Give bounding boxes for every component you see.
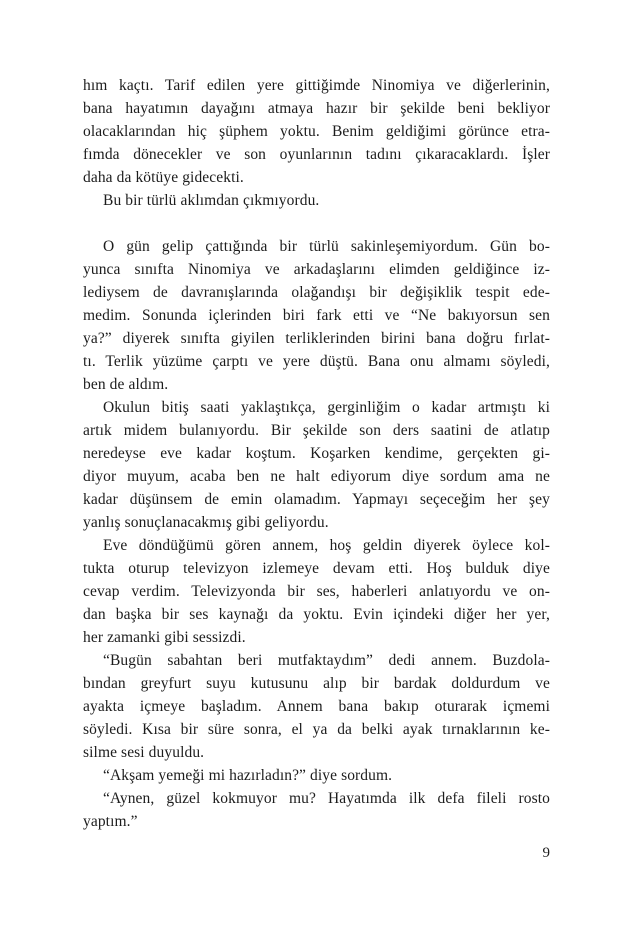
paragraph bbox=[83, 235, 550, 396]
paragraph bbox=[83, 189, 550, 212]
text-line: her zamanki gibi sessizdi. bbox=[83, 629, 246, 646]
text-line: “Bugün sabahtan beri mutfaktaydım” dedi annem. Buzdola- bbox=[103, 652, 550, 669]
text-line: Eve döndüğümü gören annem, hoş geldin diyerek öylece kol- bbox=[103, 537, 550, 554]
text-line: fımda dönecekler ve son oyunlarının tadını çıkaracaklardı. İşler bbox=[83, 146, 550, 163]
text-line: cevap verdim. Televizyonda bir ses, haberleri anlatıyordu ve on- bbox=[83, 583, 550, 600]
paragraph bbox=[83, 787, 550, 833]
text-line: daha da kötüye gidecekti. bbox=[83, 169, 244, 186]
text-line: yaptım.” bbox=[83, 813, 138, 830]
text-line: lediysem de davranışlarında olağandışı bir değişiklik tespit ede- bbox=[83, 284, 550, 301]
text-line: medim. Sonunda içlerinden biri fark etti ve “Ne bakıyorsun sen bbox=[83, 307, 550, 324]
text-line: ayakta içmeye başladım. Annem bana bakıp oturarak içmemi bbox=[83, 698, 550, 715]
paragraph bbox=[83, 534, 550, 649]
paragraph bbox=[83, 396, 550, 534]
text-line: bından greyfurt suyu kutusunu alıp bir bardak doldurdum ve bbox=[83, 675, 550, 692]
text-line: tukta oturup televizyon izlemeye devam etti. Hoş bulduk diye bbox=[83, 560, 550, 577]
text-line: yanlış sonuçlanacakmış gibi geliyordu. bbox=[83, 514, 329, 531]
text-line: dan başka bir ses kaynağı da yoktu. Evin içindeki diğer her yer, bbox=[83, 606, 550, 623]
text-line: diyor muyum, acaba ben ne halt ediyorum diye sordum ama ne bbox=[83, 468, 550, 485]
text-line: tı. Terlik yüzüme çarptı ve yere düştü. Bana onu almamı söyledi, bbox=[83, 353, 550, 370]
text-line: söyledi. Kısa bir süre sonra, el ya da belki ayak tırnaklarının ke- bbox=[83, 721, 550, 738]
paragraph bbox=[83, 649, 550, 764]
text-line: olacaklarından hiç şüphem yoktu. Benim geldiğimi görünce etra- bbox=[83, 123, 550, 140]
text-block bbox=[83, 74, 550, 833]
text-line: silme sesi duyuldu. bbox=[83, 744, 205, 761]
text-line: ya?” diyerek sınıfta giyilen terliklerinden birini bana doğru fırlat- bbox=[83, 330, 550, 347]
text-line: “Aynen, güzel kokmuyor mu? Hayatımda ilk defa fileli rosto bbox=[103, 790, 550, 807]
text-line: “Akşam yemeği mi hazırladın?” diye sordum. bbox=[103, 767, 393, 784]
text-line: ben de aldım. bbox=[83, 376, 169, 393]
text-line: neredeyse eve kadar koştum. Koşarken kendime, gerçekten gi- bbox=[83, 445, 550, 462]
text-line: Bu bir türlü aklımdan çıkmıyordu. bbox=[103, 192, 320, 209]
page-number: 9 bbox=[542, 845, 550, 861]
text-line: kadar düşünsem de emin olamadım. Yapmayı seçeceğim her şey bbox=[83, 491, 550, 508]
text-line: O gün gelip çattığında bir türlü sakinleşemiyordum. Gün bo- bbox=[103, 238, 550, 255]
text-line: yunca sınıfta Ninomiya ve arkadaşlarını elimden geldiğince iz- bbox=[83, 261, 550, 278]
paragraph bbox=[83, 74, 550, 189]
text-line: hım kaçtı. Tarif edilen yere gittiğimde Ninomiya ve diğerlerinin, bbox=[83, 77, 550, 94]
text-line: bana hayatımın dayağını atmaya hazır bir şekilde beni bekliyor bbox=[83, 100, 550, 117]
text-line: artık midem bulanıyordu. Bir şekilde son ders saatini de atlatıp bbox=[83, 422, 550, 439]
text-line: Okulun bitiş saati yaklaştıkça, gerginliğim o kadar artmıştı ki bbox=[103, 399, 550, 416]
paragraph bbox=[83, 764, 550, 787]
